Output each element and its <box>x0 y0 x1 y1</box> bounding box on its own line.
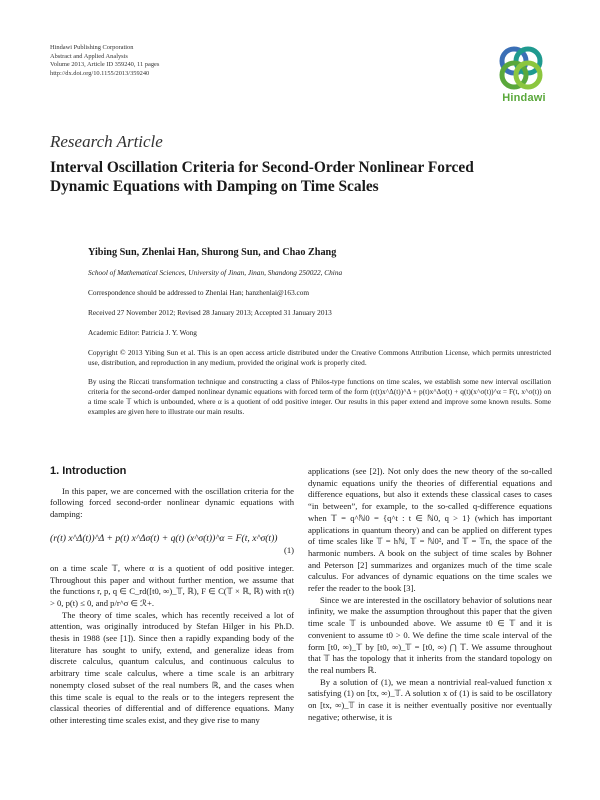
intro-paragraph-3: The theory of time scales, which has recently received a lot of attention, was originally introduced by Stefan Hilger in his Ph.D. thesis in 1988 (see [1]). Since then a rapidly expanding body of the literature has sought to unify, extend, and generalize ideas from discrete calculus, quantum calculus, and continuous calculus to arbitrary time scale calculus, where a time scale is an arbitrary nonempty closed subset of the real numbers ℝ, and the cases when this time scale is equal to the reals or to the integers represent the classical theories of differential and of difference equations. Many other interesting time scales exist, and they give rise to many <box>50 609 294 725</box>
journal-header <box>50 44 350 78</box>
intro-paragraph-4: applications (see [2]). Not only does the new theory of the so-called dynamic equations unify the theories of differential equations and difference equations, but also it extends these classical cases to cases “in between”, for example, to the so-called q-difference equations when 𝕋 = q^ℕ0 = {q^t : t ∈ ℕ0, q > 1} (which has important applications in quantum theory) and can be applied on different types of time scales like 𝕋 = hℕ, 𝕋 = ℕ0², and 𝕋 = 𝕋n, the space of the harmonic numbers. A book on the subject of time scales by Bohner and Peterson [2] summarizes and organizes much of the time scale calculus. For advances of dynamic equations on the time scales we refer the reader to the book [3]. <box>308 466 552 594</box>
doi-link[interactable]: http://dx.doi.org/10.1155/2013/359240 <box>50 69 150 77</box>
equation-1 <box>50 531 294 557</box>
hindawi-logo-text: Hindawi <box>502 92 546 104</box>
affiliation: School of Mathematical Sciences, University of Jinan, Jinan, Shandong 250022, China <box>88 268 343 277</box>
intro-paragraph-2: on a time scale 𝕋, where α is a quotient of odd positive integer. Throughout this paper and without further mention, we assume that the functions r, p, q ∈ C_rd([t0, ∞)_𝕋, ℝ), F ∈ C(𝕋 × ℝ, ℝ) with r(t) > 0, p(t) ≤ 0, and p/r^σ ∈ ℛ+. <box>50 562 294 608</box>
intro-paragraph-6: By a solution of (1), we mean a nontrivial real-valued function x satisfying (1) on [tx, ∞)_𝕋. A solution x of (1) is said to be oscillatory on [tx, ∞)_𝕋 in case it is neither eventually positive nor eventually negative; otherwise, it is <box>308 676 552 722</box>
section-heading: 1. Introduction <box>50 465 127 477</box>
journal-name: Abstract and Applied Analysis <box>50 52 128 60</box>
academic-editor: Academic Editor: Patricia J. Y. Wong <box>88 328 197 337</box>
copyright-notice: Copyright © 2013 Yibing Sun et al. This is an open access article distributed under the Creative Commons Attribution License, which permits unrestricted use, distribution, and reproduction in any medium, provided the original work is properly cited. <box>88 348 551 367</box>
correspondence: Correspondence should be addressed to Zhenlai Han; hanzhenlai@163.com <box>88 288 310 297</box>
left-column <box>50 466 294 727</box>
article-type: Research Article <box>50 132 163 151</box>
equation-number: (1) <box>283 544 294 555</box>
right-column <box>308 466 552 723</box>
equation-body: (r(t) x^Δ(t))^Δ + p(t) x^Δσ(t) + q(t) (x^σ(t))^α = F(t, x^σ(t)) <box>50 532 278 544</box>
article-title: Interval Oscillation Criteria for Second-Order Nonlinear Forced Dynamic Equations with Damping on Time Scales <box>50 159 474 195</box>
intro-paragraph-1: In this paper, we are concerned with the oscillation criteria for the following forced second-order nonlinear dynamic equations with damping: <box>50 485 294 520</box>
intro-paragraph-5: Since we are interested in the oscillatory behavior of solutions near infinity, we make the assumption throughout this paper that the given time scale 𝕋 is unbounded above. We assume t0 ∈ 𝕋 and it is convenient to assume t0 > 0. We define the time scale interval of the form [t0, ∞)_𝕋 by [t0, ∞)_𝕋 = [t0, ∞) ⋂ 𝕋. We assume throughout that 𝕋 has the topology that it inherits from the standard topology on the real numbers ℝ. <box>308 594 552 675</box>
publisher-line: Hindawi Publishing Corporation <box>50 44 134 51</box>
article-dates: Received 27 November 2012; Revised 28 January 2013; Accepted 31 January 2013 <box>88 308 332 317</box>
abstract: By using the Riccati transformation technique and constructing a class of Philos-type functions on time scales, we establish some new interval oscillation criteria for the second-order damped nonlinear dynamic equations with forced term of the form (r(t)x^Δ(t))^Δ + p(t)x^Δσ(t) + q(t)(x^σ(t))^α = F(t, x^σ(t)) on a time scale 𝕋 which is unbounded, where α is a quotient of odd positive integer. Our results in this paper extend and improve some known results. Some examples are given here to illustrate our main results. <box>88 377 551 416</box>
volume-line: Volume 2013, Article ID 359240, 11 pages <box>50 61 160 69</box>
author-list: Yibing Sun, Zhenlai Han, Shurong Sun, and Chao Zhang <box>88 247 337 258</box>
